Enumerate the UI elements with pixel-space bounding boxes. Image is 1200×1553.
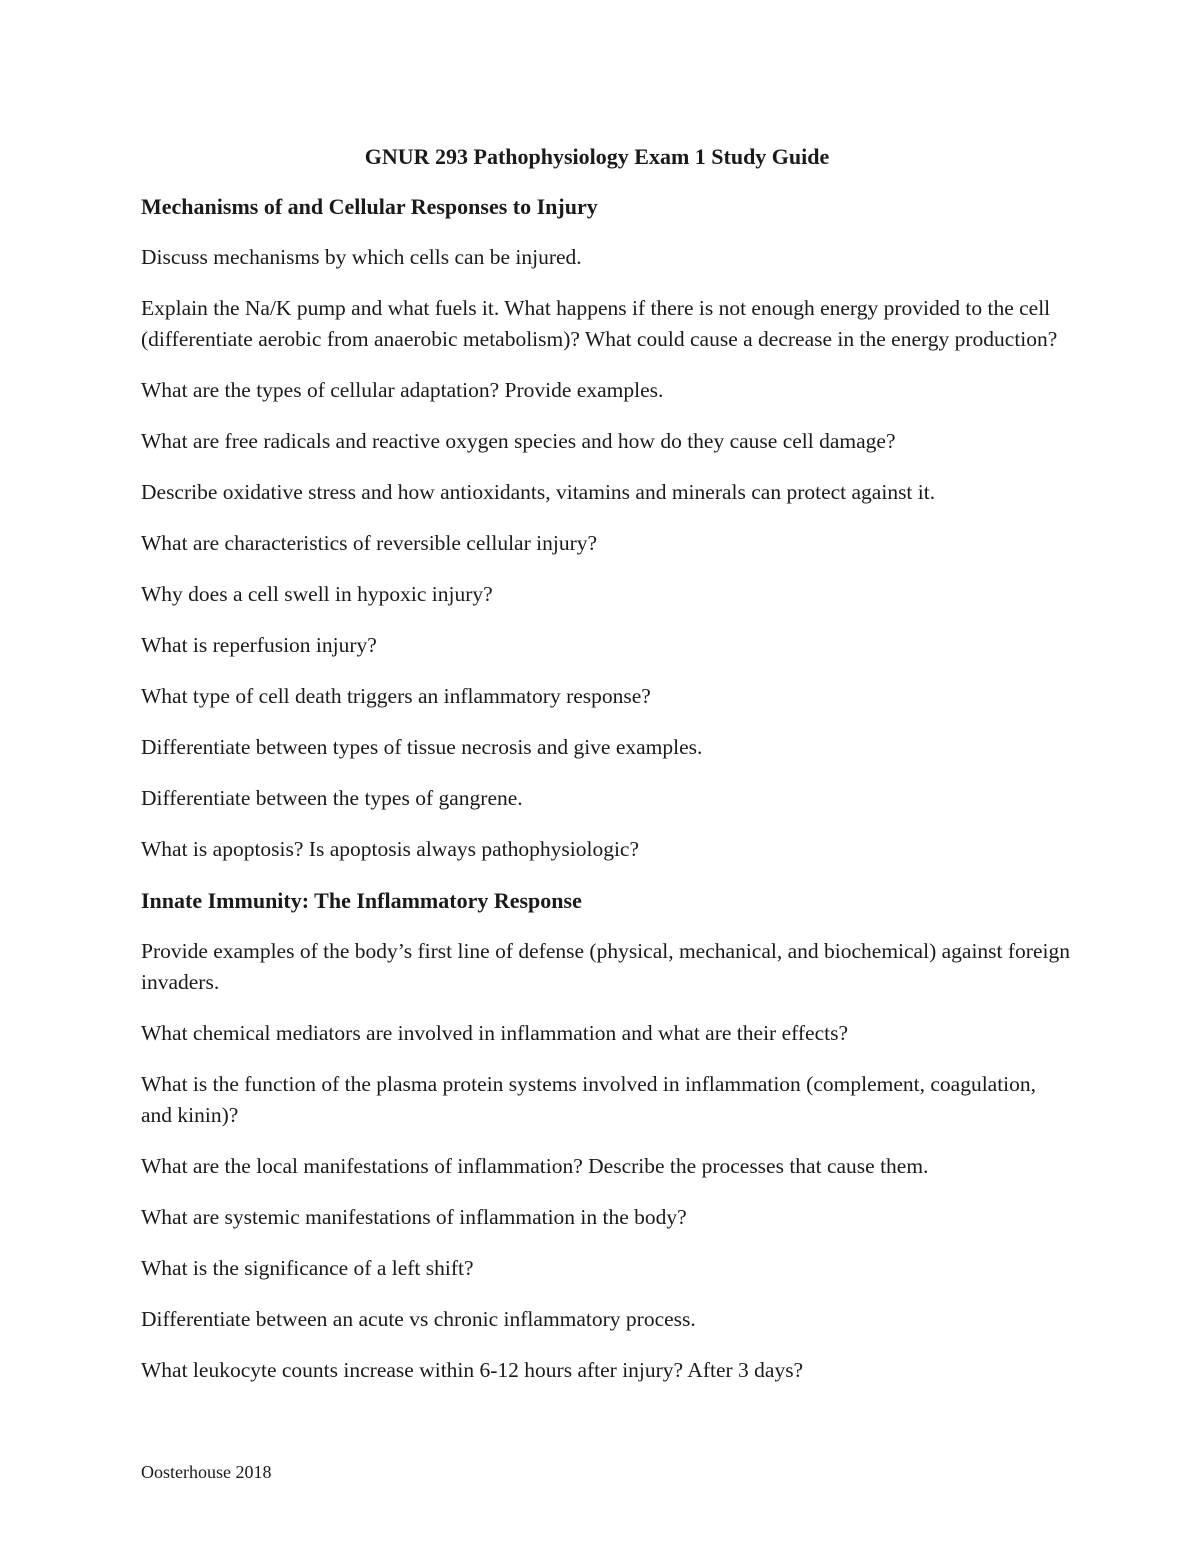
document-title: GNUR 293 Pathophysiology Exam 1 Study Guide	[364, 144, 830, 169]
question-item: What chemical mediators are involved in inflammation and what are their effects?	[141, 1021, 849, 1045]
section-heading: Innate Immunity: The Inflammatory Response	[141, 888, 582, 913]
section-cellular-injury	[141, 191, 1071, 865]
question-item: What are the local manifestations of inflammation? Describe the processes that cause them.	[141, 1154, 929, 1178]
question-item: Why does a cell swell in hypoxic injury?	[141, 582, 493, 606]
question-item: Differentiate between the types of gangrene.	[141, 786, 523, 810]
page-footer: Oosterhouse 2018	[141, 1462, 272, 1482]
document-body	[141, 141, 1071, 1406]
question-item: What is the significance of a left shift?	[141, 1256, 474, 1280]
question-item: What are characteristics of reversible cellular injury?	[141, 531, 598, 555]
section-inflammatory-response	[141, 885, 1071, 1386]
question-item: Provide examples of the body’s first line of defense (physical, mechanical, and biochemical) against foreign invaders.	[141, 939, 1070, 994]
question-item: Differentiate between an acute vs chronic inflammatory process.	[141, 1307, 696, 1331]
question-item: What is apoptosis? Is apoptosis always pathophysiologic?	[141, 837, 640, 861]
question-item: Discuss mechanisms by which cells can be injured.	[141, 245, 582, 269]
question-item: Explain the Na/K pump and what fuels it. What happens if there is not enough energy provided to the cell (differentiate aerobic from anaerobic metabolism)? What could cause a decrease in the energy production?	[141, 296, 1058, 351]
question-item: What type of cell death triggers an inflammatory response?	[141, 684, 651, 708]
section-heading: Mechanisms of and Cellular Responses to Injury	[141, 194, 598, 219]
question-item: What is reperfusion injury?	[141, 633, 377, 657]
question-item: What is the function of the plasma protein systems involved in inflammation (complement, coagulation, and kinin)?	[141, 1072, 1037, 1127]
question-item: What leukocyte counts increase within 6-12 hours after injury? After 3 days?	[141, 1358, 804, 1382]
question-item: What are free radicals and reactive oxygen species and how do they cause cell damage?	[141, 429, 896, 453]
question-item: What are the types of cellular adaptation? Provide examples.	[141, 378, 664, 402]
question-item: Describe oxidative stress and how antioxidants, vitamins and minerals can protect against it.	[141, 480, 936, 504]
question-item: Differentiate between types of tissue necrosis and give examples.	[141, 735, 703, 759]
question-item: What are systemic manifestations of inflammation in the body?	[141, 1205, 687, 1229]
